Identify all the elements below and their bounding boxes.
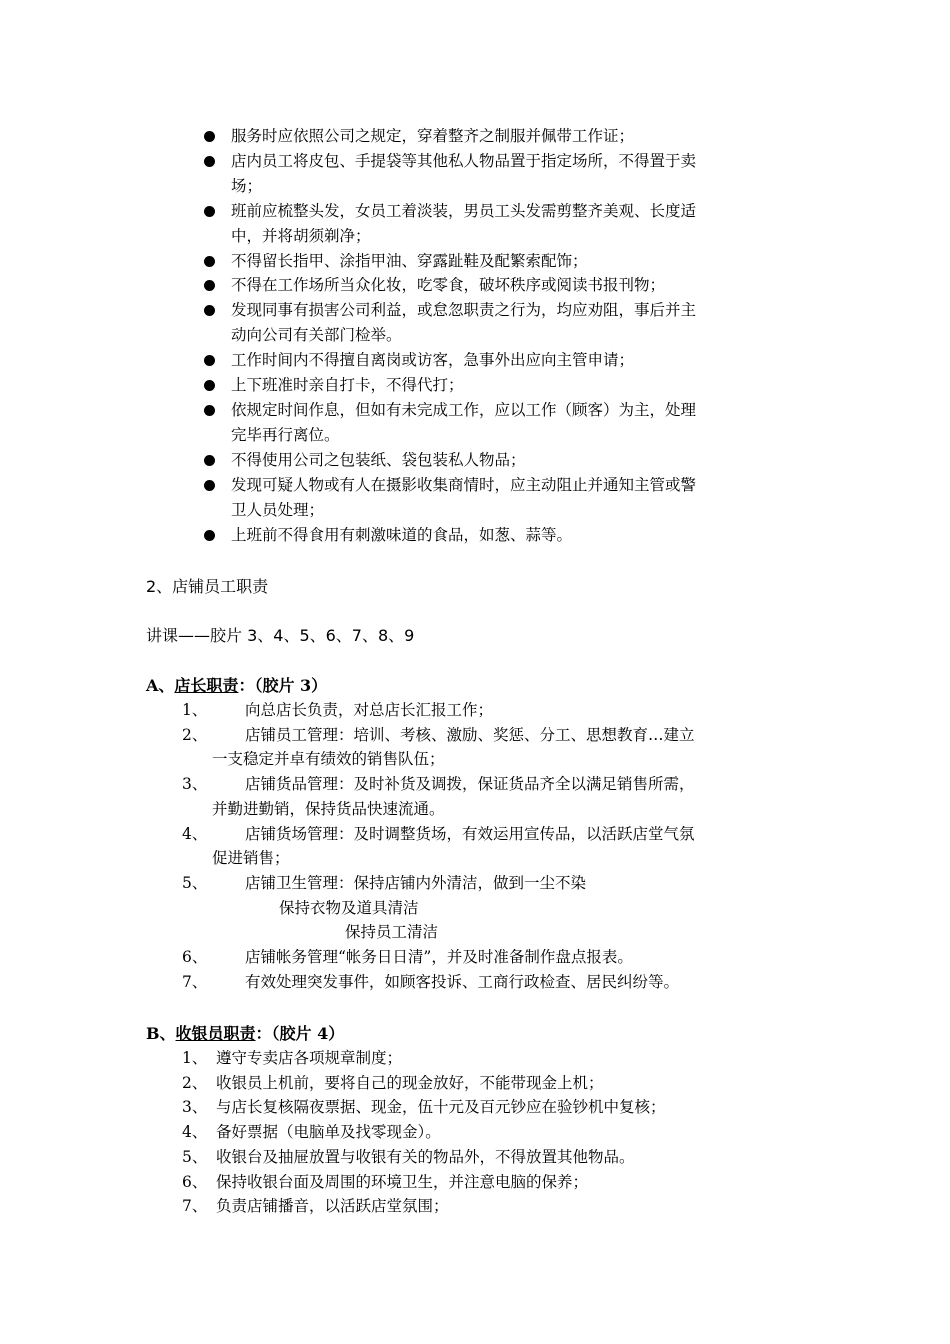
bullet-dot-icon <box>204 405 215 416</box>
lecture-line: 讲课——胶片 3、4、5、6、7、8、9 <box>146 626 415 645</box>
list-item: 4、 店铺货场管理：及时调整货场，有效运用宣传品，以活跃店堂气氛 促进销售； <box>182 824 695 868</box>
bullet-item: 班前应梳整头发，女员工着淡装，男员工头发需剪整齐美观、长度适 中，并将胡须剃净； <box>200 199 820 249</box>
list-item: 5、 收银台及抽屉放置与收银有关的物品外，不得放置其他物品。 <box>182 1147 635 1166</box>
bullet-dot-icon <box>204 530 215 541</box>
list-item: 7、 有效处理突发事件，如顾客投诉、工商行政检查、居民纠纷等。 <box>182 972 680 991</box>
bullet-item: 上下班准时亲自打卡，不得代打； <box>200 373 820 398</box>
manager-duties-list <box>182 698 695 994</box>
bullet-item: 不得在工作场所当众化妆，吃零食，破坏秩序或阅读书报刊物； <box>200 273 820 298</box>
bullet-dot-icon <box>204 380 215 391</box>
bullet-dot-icon <box>204 256 215 267</box>
list-item: 7、 负责店铺播音，以活跃店堂氛围； <box>182 1197 449 1216</box>
bullet-dot-icon <box>204 305 215 316</box>
list-item: 6、 店铺帐务管理“帐务日日清”，并及时准备制作盘点报表。 <box>182 948 633 967</box>
bullet-dot-icon <box>204 206 215 217</box>
bullet-item: 不得使用公司之包装纸、袋包装私人物品； <box>200 448 820 473</box>
bullet-item: 店内员工将皮包、手提袋等其他私人物品置于指定场所，不得置于卖 场； <box>200 149 820 199</box>
rules-bullet-list <box>200 124 820 547</box>
list-item: 1、 遵守专卖店各项规章制度； <box>182 1049 403 1067</box>
bullet-dot-icon <box>204 131 215 142</box>
bullet-item: 上班前不得食用有刺激味道的食品，如葱、蒜等。 <box>200 523 820 548</box>
bullet-dot-icon <box>204 280 215 291</box>
bullet-item: 工作时间内不得擅自离岗或访客，急事外出应向主管申请； <box>200 348 820 373</box>
bullet-item: 依规定时间作息，但如有未完成工作，应以工作（顾客）为主，处理 完毕再行离位。 <box>200 398 820 448</box>
section-b-title: B、收银员职责：（胶片 4） <box>146 1024 345 1043</box>
bullet-dot-icon <box>204 455 215 466</box>
section-a-title: A、店长职责：（胶片 3） <box>146 676 328 695</box>
bullet-item: 不得留长指甲、涂指甲油、穿露趾鞋及配繁索配饰； <box>200 249 820 274</box>
list-item: 3、 与店长复核隔夜票据、现金，伍十元及百元钞应在验钞机中复核； <box>182 1098 666 1117</box>
bullet-dot-icon <box>204 480 215 491</box>
list-item: 6、 保持收银台面及周围的环境卫生，并注意电脑的保养； <box>182 1172 589 1191</box>
bullet-item: 服务时应依照公司之规定，穿着整齐之制服并佩带工作证； <box>200 124 820 149</box>
bullet-item: 发现同事有损害公司利益，或怠忽职责之行为，均应劝阻，事后并主 动向公司有关部门检举。 <box>200 298 820 348</box>
list-item: 4、 备好票据（电脑单及找零现金）。 <box>182 1123 441 1142</box>
bullet-dot-icon <box>204 355 215 366</box>
list-item: 1、 向总店长负责，对总店长汇报工作； <box>182 701 494 719</box>
list-item: 2、 收银员上机前，要将自己的现金放好，不能带现金上机； <box>182 1073 604 1092</box>
list-item: 5、 店铺卫生管理：保持店铺内外清洁，做到一尘不染 保持衣物及道具清洁 保持员工清洁 <box>182 873 587 942</box>
cashier-duties-list <box>182 1046 666 1219</box>
bullet-item: 发现可疑人物或有人在摄影收集商情时，应主动阻止并通知主管或警 卫人员处理； <box>200 473 820 523</box>
list-item: 2、 店铺员工管理：培训、考核、激励、奖惩、分工、思想教育…建立 一支稳定并卓有绩效的销售队伍； <box>182 725 695 769</box>
bullet-dot-icon <box>204 156 215 167</box>
section-heading: 2、店铺员工职责 <box>146 577 269 596</box>
list-item: 3、 店铺货品管理：及时补货及调拨，保证货品齐全以满足销售所需， 并勤进勤销，保持货品快速流通。 <box>182 775 695 818</box>
